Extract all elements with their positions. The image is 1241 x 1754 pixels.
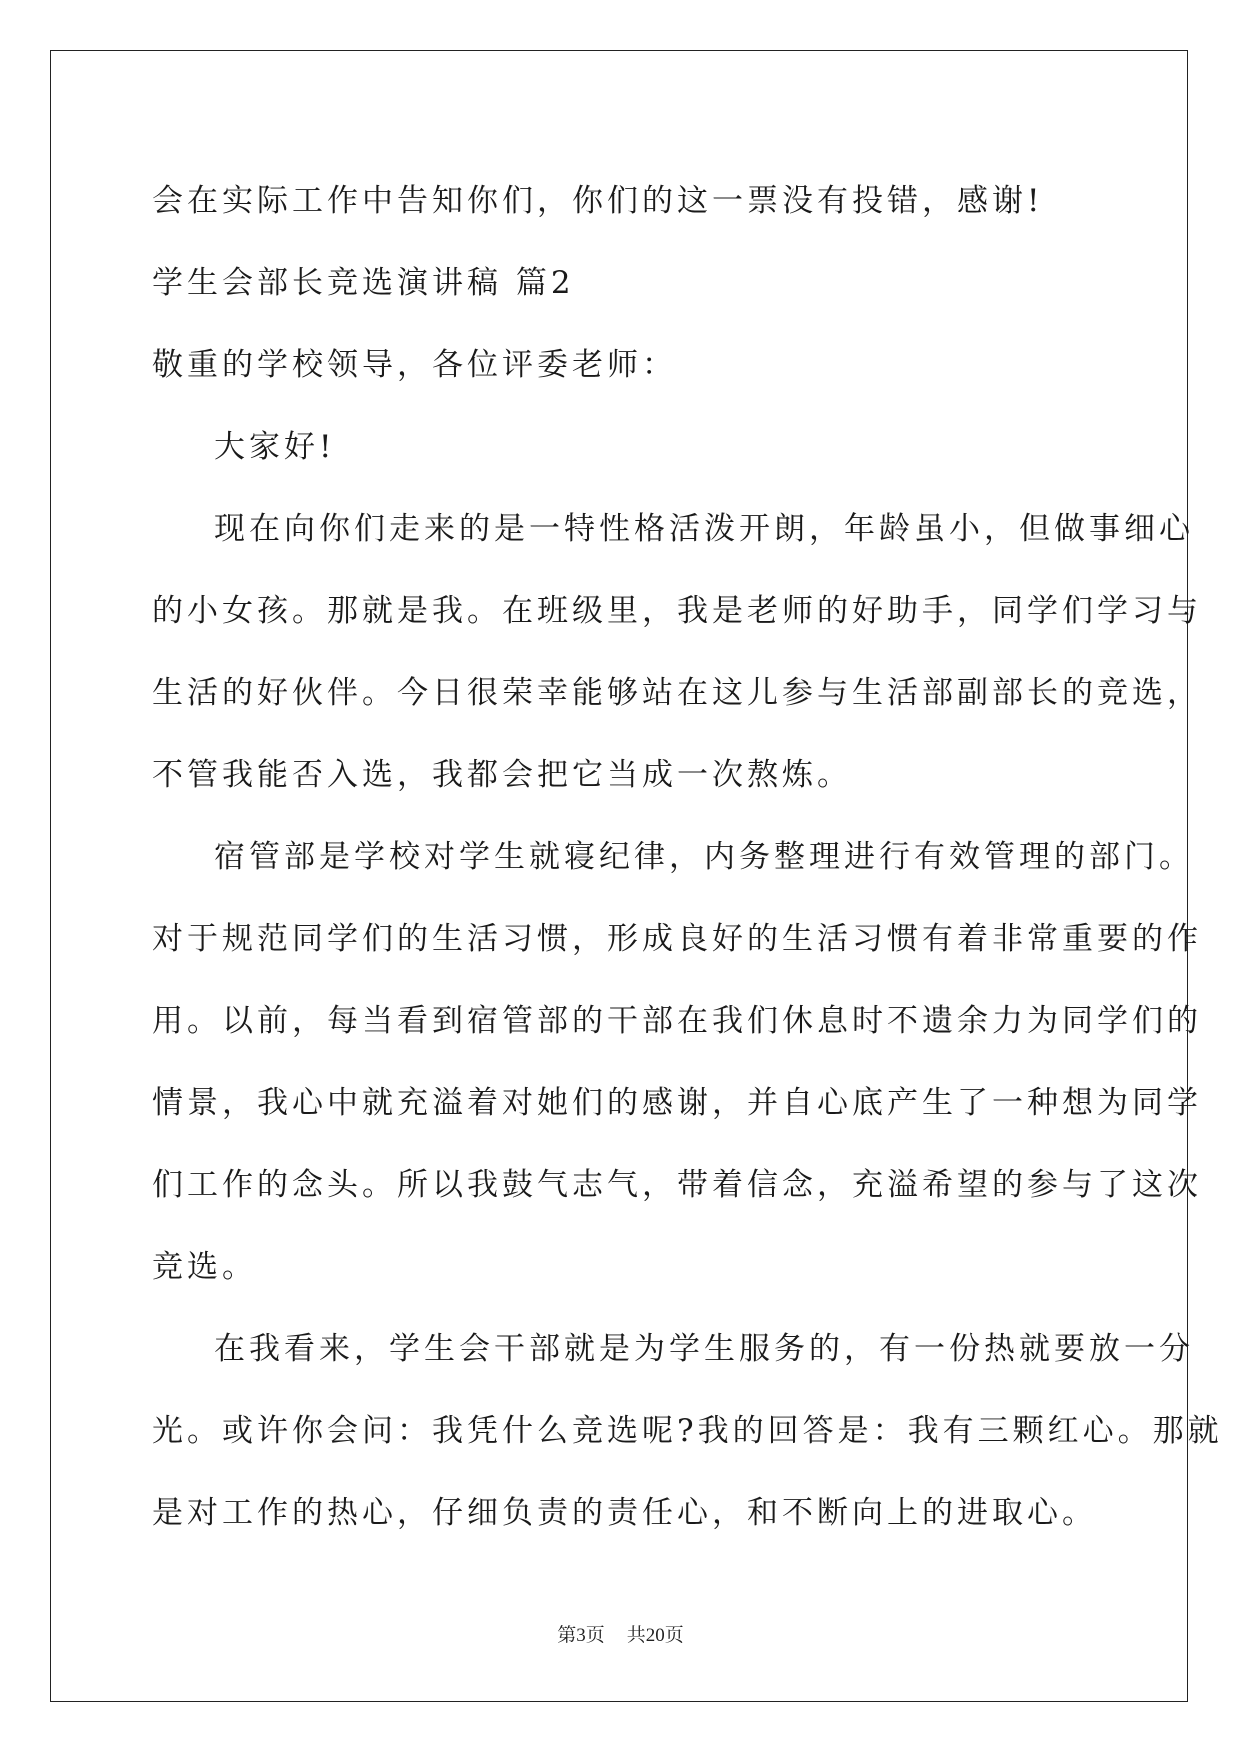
- paragraph-line: 用。以前，每当看到宿管部的干部在我们休息时不遗余力为同学们的: [152, 1003, 1202, 1039]
- paragraph-line: 是对工作的热心，仔细负责的责任心，和不断向上的进取心。: [152, 1495, 1097, 1531]
- section-heading: 学生会部长竞选演讲稿 篇2: [152, 265, 575, 301]
- paragraph-line: 生活的好伙伴。今日很荣幸能够站在这儿参与生活部副部长的竞选，: [152, 675, 1202, 711]
- paragraph-line: 会在实际工作中告知你们，你们的这一票没有投错，感谢!: [152, 183, 1044, 219]
- page-number: 第3页: [557, 1625, 605, 1646]
- paragraph-line: 不管我能否入选，我都会把它当成一次熬炼。: [152, 757, 852, 793]
- paragraph-line: 的小女孩。那就是我。在班级里，我是老师的好助手，同学们学习与: [152, 593, 1202, 629]
- page-footer: [0, 1620, 1241, 1647]
- paragraph-line: 宿管部是学校对学生就寝纪律，内务整理进行有效管理的部门。: [214, 839, 1194, 875]
- paragraph-line: 对于规范同学们的生活习惯，形成良好的生活习惯有着非常重要的作: [152, 921, 1202, 957]
- page-total: 共20页: [626, 1625, 684, 1646]
- document-body: [152, 160, 1223, 1554]
- paragraph-line: 们工作的念头。所以我鼓气志气，带着信念，充溢希望的参与了这次: [152, 1167, 1202, 1203]
- paragraph-line: 光。或许你会问：我凭什么竞选呢?我的回答是：我有三颗红心。那就: [152, 1413, 1223, 1449]
- salutation: 敬重的学校领导，各位评委老师：: [152, 347, 677, 383]
- paragraph-line: 在我看来，学生会干部就是为学生服务的，有一份热就要放一分: [214, 1331, 1194, 1367]
- paragraph-line: 竞选。: [152, 1249, 257, 1285]
- greeting: 大家好!: [214, 429, 336, 465]
- paragraph-line: 现在向你们走来的是一特性格活泼开朗，年龄虽小，但做事细心: [214, 511, 1194, 547]
- paragraph-line: 情景，我心中就充溢着对她们的感谢，并自心底产生了一种想为同学: [152, 1085, 1202, 1121]
